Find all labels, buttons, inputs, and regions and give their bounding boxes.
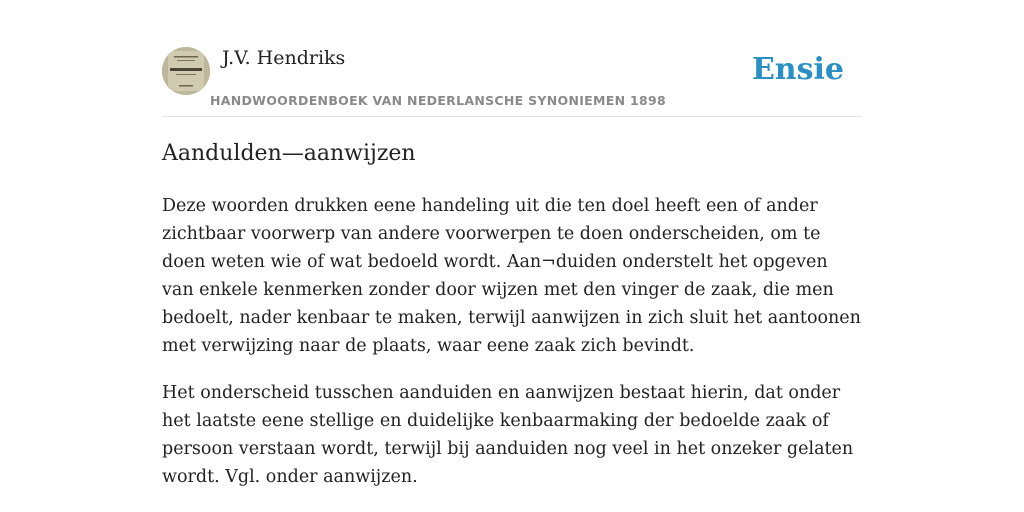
book-cover-image	[162, 47, 210, 95]
book-cover-avatar[interactable]	[162, 47, 210, 95]
entry-paragraph: Deze woorden drukken eene handeling uit die ten doel heeft een of ander zichtbaar voorwerp van andere voorwerpen te doen onderscheiden, om te doen weten wie of wat bedoeld wordt. Aan¬duiden onderstelt het opgeven van enkele kenmerken zonder door wijzen met den vinger de zaak, die men bedoelt, nader kenbaar te maken, terwijl aanwijzen in zich sluit het aantoonen met verwijzing naar de plaats, waar eene zaak zich bevindt.	[162, 196, 861, 356]
source-title[interactable]: HANDWOORDENBOEK VAN NEDERLANSCHE SYNONIEMEN 1898	[210, 93, 667, 108]
entry-body	[162, 192, 862, 510]
ensie-logo[interactable]: Ensie	[751, 52, 844, 87]
author-name[interactable]: J.V. Hendriks	[222, 47, 346, 69]
entry-title: Aandulden—aanwijzen	[162, 141, 416, 166]
header	[162, 46, 862, 117]
entry-paragraph: Het onderscheid tusschen aanduiden en aanwijzen bestaat hierin, dat onder het laatste eene stellige en duidelijke kenbaarmaking der bedoelde zaak of persoon verstaan wordt, terwijl bij aanduiden nog veel in het onzeker gelaten wordt. Vgl. onder aanwijzen.	[162, 383, 854, 487]
